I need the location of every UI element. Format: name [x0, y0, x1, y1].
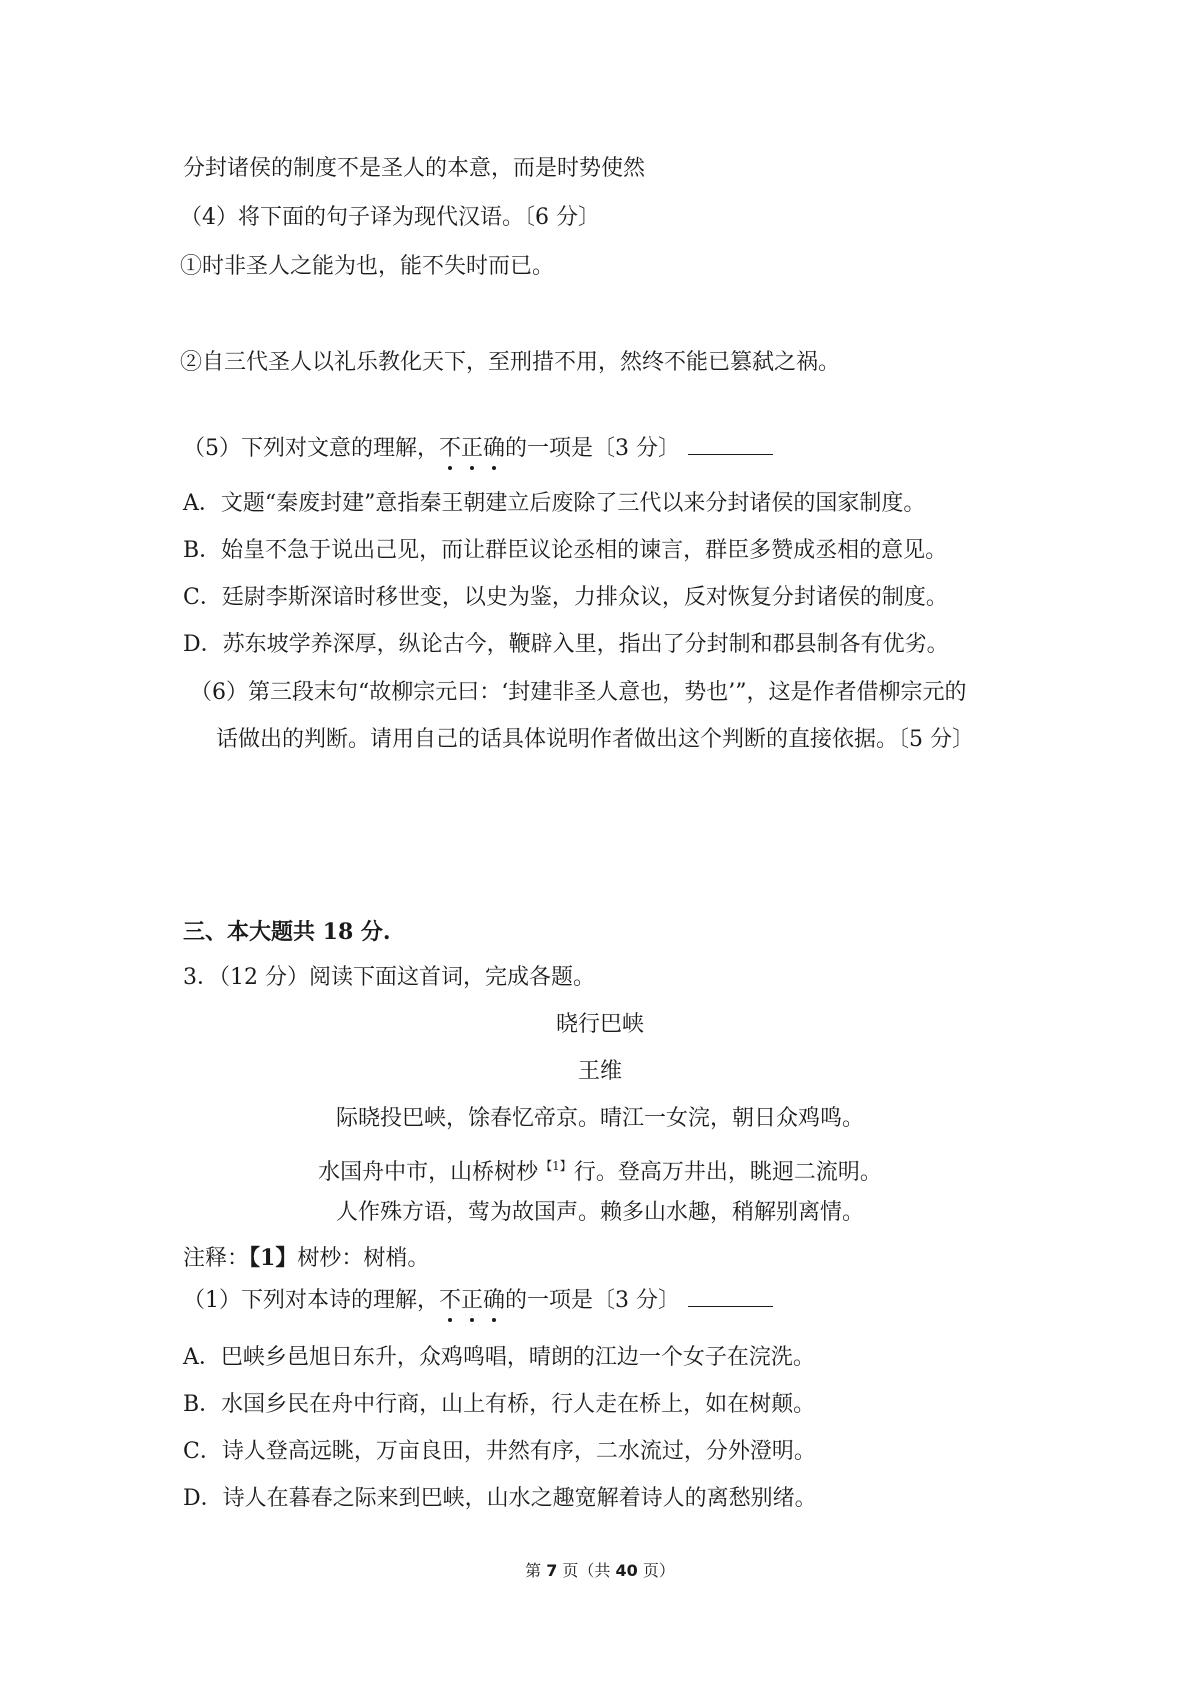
- question-4-prompt: （4）将下面的句子译为现代汉语。〔6 分〕: [180, 205, 600, 230]
- poem-line-2: [0, 1151, 1200, 1188]
- question-4-sentence-2: ②自三代圣人以礼乐教化天下，至刑措不用，然终不能已篡弑之祸。: [180, 350, 841, 375]
- option-d: D．诗人在暮春之际来到巴峡，山水之趣宽解着诗人的离愁别绪。: [183, 1486, 817, 1511]
- text-line: 分封诸侯的制度不是圣人的本意，而是时势使然: [183, 156, 646, 181]
- page-footer: [0, 1560, 1200, 1582]
- option-b: B．始皇不急于说出己见，而让群臣议论丞相的谏言，群臣多赞成丞相的意见。: [183, 538, 948, 563]
- section-heading: 三、本大题共 18 分.: [183, 919, 391, 945]
- emphasis-char: 正: [461, 434, 483, 464]
- prompt-text: （1）下列对本诗的理解，: [183, 1288, 439, 1313]
- answer-blank[interactable]: [688, 434, 773, 455]
- footer-text: 页）: [637, 1561, 675, 1580]
- emphasis-char: 不: [439, 434, 461, 464]
- poem-text: 行。登高万井出，眺迥二流明。: [573, 1160, 882, 1185]
- question-4-sentence-1: ①时非圣人之能为也，能不失时而已。: [180, 254, 555, 279]
- option-a: A．文题“秦废封建”意指秦王朝建立后废除了三代以来分封诸侯的国家制度。: [183, 491, 926, 516]
- option-d: D．苏东坡学养深厚，纵论古今，鞭辟入里，指出了分封制和郡县制各有优劣。: [183, 632, 949, 657]
- emphasis-char: 确: [483, 434, 505, 464]
- emphasis-char: 正: [461, 1286, 483, 1316]
- emphasis-char: 不: [439, 1286, 461, 1316]
- footnote-text: 树杪：树梢。: [297, 1246, 430, 1271]
- prompt-text: 的一项是〔3 分〕: [505, 436, 681, 461]
- poem-line-1: 际晓投巴峡，馀春忆帝京。晴江一女浣，朝日众鸡鸣。: [335, 1106, 864, 1131]
- question-5-prompt: [183, 434, 773, 464]
- page-total: 40: [615, 1561, 638, 1580]
- question-6-prompt: （6）第三段末句“故柳宗元曰：‘封建非圣人意也，势也’”，这是作者借柳宗元的: [190, 680, 967, 705]
- prompt-text: 的一项是〔3 分〕: [505, 1288, 681, 1313]
- poem-text: 水国舟中市，山桥树杪: [318, 1160, 539, 1185]
- emphasis-char: 确: [483, 1286, 505, 1316]
- prompt-text: （5）下列对文意的理解，: [183, 436, 439, 461]
- question-3-prompt: 3．（12 分）阅读下面这首词，完成各题。: [183, 965, 595, 990]
- question-1-prompt: [183, 1286, 773, 1316]
- footnote-mark: 【1】: [249, 1245, 298, 1271]
- option-a: A．巴峡乡邑旭日东升，众鸡鸣唱，晴朗的江边一个女子在浣洗。: [183, 1345, 815, 1370]
- footnote-mark: 【1】: [540, 1159, 572, 1173]
- option-b: B．水国乡民在舟中行商，山上有桥，行人走在桥上，如在树颠。: [183, 1392, 816, 1417]
- page-number: 7: [546, 1561, 558, 1580]
- option-c: C．廷尉李斯深谙时移世变，以史为鉴，力排众议，反对恢复分封诸侯的制度。: [183, 585, 948, 610]
- footnote: [183, 1243, 429, 1274]
- question-6-prompt-cont: 话做出的判断。请用自己的话具体说明作者做出这个判断的直接依据。〔5 分〕: [216, 727, 974, 752]
- footer-text: 页（共: [557, 1561, 616, 1580]
- footer-text: 第: [525, 1561, 547, 1580]
- poem-line-3: 人作殊方语，莺为故国声。赖多山水趣，稍解别离情。: [335, 1200, 864, 1225]
- answer-blank[interactable]: [688, 1286, 773, 1307]
- poem-author: 王维: [577, 1059, 622, 1084]
- option-c: C．诗人登高远眺，万亩良田，井然有序，二水流过，分外澄明。: [183, 1439, 816, 1464]
- footnote-label: 注释：: [183, 1246, 250, 1271]
- poem-title: 晓行巴峡: [555, 1012, 644, 1037]
